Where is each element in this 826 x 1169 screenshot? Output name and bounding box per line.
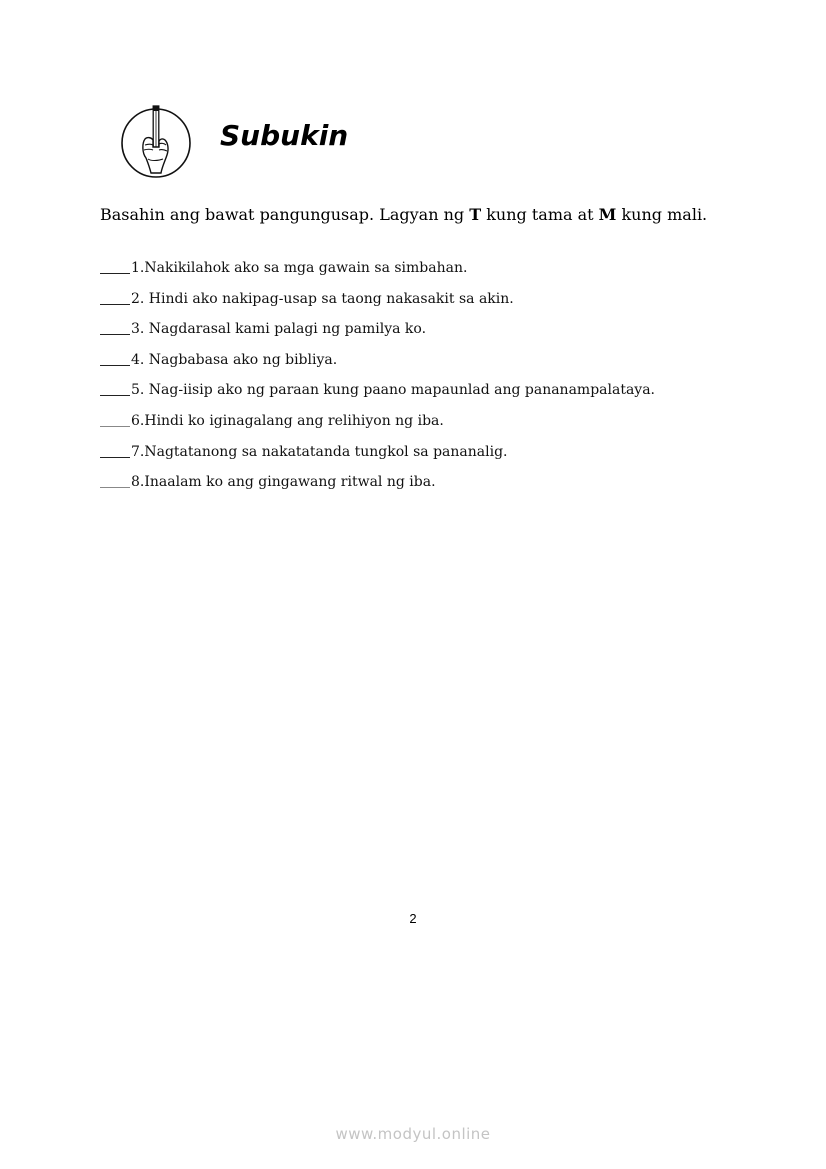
question-text: 5. Nag-iisip ako ng paraan kung paano mapaunlad ang pananampalataya. — [131, 382, 656, 399]
instruction-part: Basahin ang bawat pangungusap. Lagyan ng — [100, 205, 470, 224]
question-text: 7.Nagtatanong sa nakatatanda tungkol sa pananalig. — [131, 443, 508, 460]
answer-blank[interactable] — [100, 411, 130, 427]
question-item — [100, 289, 655, 320]
answer-blank[interactable] — [100, 442, 130, 458]
false-letter: M — [598, 205, 617, 224]
answer-blank[interactable] — [100, 319, 130, 335]
page-number: 2 — [409, 911, 417, 926]
instruction-part: kung tama at — [481, 205, 599, 224]
question-text: 6.Hindi ko iginagalang ang relihiyon ng iba. — [131, 412, 444, 429]
watermark: www.modyul.online — [335, 1125, 491, 1143]
question-text: 1.Nakikilahok ako sa mga gawain sa simbahan. — [131, 260, 468, 276]
question-item — [100, 442, 655, 473]
answer-blank[interactable] — [100, 350, 130, 366]
question-item — [100, 258, 655, 289]
question-list — [100, 258, 655, 503]
instruction-part: kung mali. — [616, 205, 708, 224]
question-text: 2. Hindi ako nakipag-usap sa taong nakasakit sa akin. — [131, 290, 514, 307]
question-item — [100, 350, 655, 381]
answer-blank[interactable] — [100, 258, 130, 274]
instruction-text — [100, 204, 707, 226]
answer-blank[interactable] — [100, 289, 130, 305]
question-text: 4. Nagbabasa ako ng bibliya. — [131, 351, 338, 368]
question-item — [100, 472, 655, 503]
answer-blank[interactable] — [100, 380, 130, 396]
question-item — [100, 411, 655, 442]
question-item — [100, 319, 655, 350]
question-item — [100, 380, 655, 411]
true-letter: T — [469, 205, 482, 224]
question-text: 8.Inaalam ko ang gingawang ritwal ng iba. — [131, 474, 436, 491]
section-title: Subukin — [220, 119, 349, 152]
pencil-hand-icon — [120, 103, 192, 179]
question-text: 3. Nagdarasal kami palagi ng pamilya ko. — [131, 321, 427, 338]
answer-blank[interactable] — [100, 472, 130, 488]
